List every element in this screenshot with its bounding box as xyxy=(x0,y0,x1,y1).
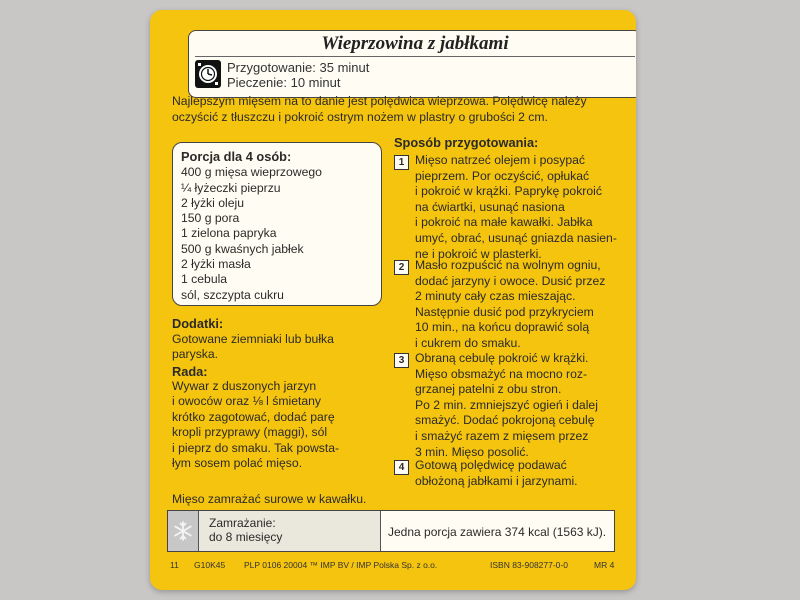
footer-code: G10K45 xyxy=(194,560,226,570)
recipe-title: Wieprzowina z jabłkami xyxy=(321,33,509,54)
ingredient: ¼ łyżeczki pieprzu xyxy=(181,180,281,195)
ingredient: 400 g mięsa wieprzowego xyxy=(181,165,322,180)
step-number: 1 xyxy=(394,155,409,170)
tip-text: Wywar z duszonych jarzyn i owoców oraz ⅛ l śmietany krótko zagotować, dodać parę kropli przyprawy (maggi), sól i pieprz do smaku. Tak powsta- łym sosem polać mięso. xyxy=(172,379,340,471)
portion-title: Porcja dla 4 osób: xyxy=(181,149,292,164)
method-title: Sposób przygotowania: xyxy=(394,135,539,150)
footer-page: 11 xyxy=(170,560,179,570)
ingredient: 2 łyżki oleju xyxy=(181,195,244,210)
intro-text: Najlepszym mięsem na to danie jest polędwica wieprzowa. Polędwicę należy oczyścić z tłuszczu i pokroić ostrym nożem w plastry o grubości 2 cm. xyxy=(172,94,587,124)
nutrition-box xyxy=(167,510,615,552)
step-text: Masło rozpuścić na wolnym ogniu, dodać jarzyny i owoce. Dusić przez 2 minuty cały czas mieszając. Następnie dusić pod przykryciem 10 min., na końcu doprawić solą i cukrem do smaku. xyxy=(415,258,606,350)
ingredient: sól, szczypta cukru xyxy=(181,287,284,302)
freezing-value: do 8 miesięcy xyxy=(209,530,283,544)
step-text: Mięso natrzeć olejem i posypać pieprzem. Por oczyścić, opłukać i pokroić w krążki. Paprykę pokroić na ćwiartki, usunąć nasiona i pokroić na małe kawałki. Jabłka umyć, obrać, usunąć gniazda nasien- ne i pokroić w plasterki. xyxy=(415,153,617,261)
step-number: 4 xyxy=(394,460,409,475)
title-box xyxy=(188,30,636,98)
footer-isbn: ISBN 83-908277-0-0 xyxy=(490,560,568,570)
prep-time: Przygotowanie: 35 minut xyxy=(227,60,370,75)
ingredient: 1 cebula xyxy=(181,272,228,287)
bake-time: Pieczenie: 10 minut xyxy=(227,75,341,90)
step-text: Obraną cebulę pokroić w krążki. Mięso obsmażyć na mocno roz- grzanej patelni z obu stron. Po 2 min. zmniejszyć ogień i dalej smażyć. Dodać pokrojoną cebulę i smażyć razem z mięsem przez 3 min. Mięso posolić. xyxy=(415,351,598,459)
title-divider xyxy=(195,56,635,57)
recipe-card xyxy=(150,10,636,590)
tip-title: Rada: xyxy=(172,364,208,379)
extras-text: Gotowane ziemniaki lub bułka paryska. xyxy=(172,332,334,362)
ingredient: 1 zielona papryka xyxy=(181,226,277,241)
ingredient: 2 łyżki masła xyxy=(181,257,251,272)
freeze-note: Mięso zamrażać surowe w kawałku. xyxy=(172,492,367,506)
ingredient: 500 g kwaśnych jabłek xyxy=(181,241,304,256)
footer-publisher: PLP 0106 20004 ™ IMP BV / IMP Polska Sp. z o.o. xyxy=(244,560,438,570)
step-number: 3 xyxy=(394,353,409,368)
portion-box xyxy=(172,142,382,306)
footer-series: MR 4 xyxy=(594,560,615,570)
step-text: Gotową polędwicę podawać obłożoną jabłkami i jarzynami. xyxy=(415,458,578,488)
snowflake-icon xyxy=(168,511,199,551)
kcal-info: Jedna porcja zawiera 374 kcal (1563 kJ). xyxy=(388,525,607,539)
freezing-cell xyxy=(199,511,381,551)
clock-icon xyxy=(195,60,221,88)
step-number: 2 xyxy=(394,260,409,275)
freezing-label: Zamrażanie: xyxy=(209,516,276,530)
extras-title: Dodatki: xyxy=(172,316,224,331)
ingredient: 150 g pora xyxy=(181,211,240,226)
